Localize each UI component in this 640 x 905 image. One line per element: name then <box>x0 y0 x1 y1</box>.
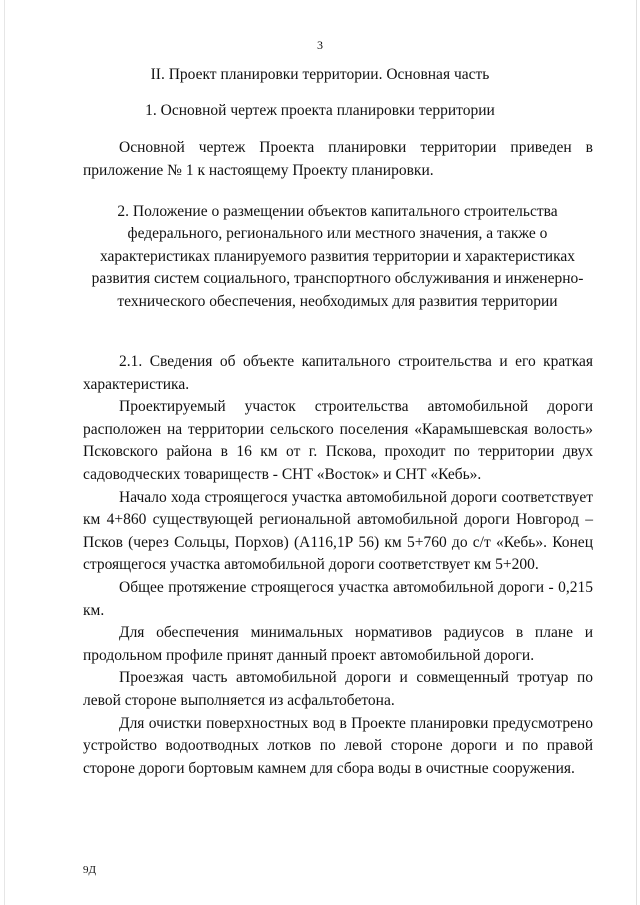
paragraph-radius: Для обеспечения минимальных нормативов радиусов в плане и продольном профиле принят данный проект автомобильной дороги. <box>83 624 593 664</box>
paragraph-drainage: Для очистки поверхностных вод в Проекте планировки предусмотрено устройство водоотводных лотков по левой стороне дороги и по правой стороне дороги бортовым камнем для сбора воды в очистные сооружения. <box>83 714 593 777</box>
section-title: II. Проект планировки территории. Основная часть <box>150 66 490 83</box>
paragraph-pavement: Проезжая часть автомобильной дороги и совмещенный тротуар по левой стороне выполняется из асфальтобетона. <box>83 669 593 709</box>
subsection-1-title: 1. Основной чертеж проекта планировки территории <box>145 102 495 119</box>
paragraph-start-end: Начало хода строящегося участка автомобильной дороги соответствует км 4+860 существующей региональной автомобильной дороги Новгород – Псков (через Сольцы, Порхов) (А116,1Р 56) км 5+760 до с/т «Кебь». Конец строящегося участка автомобильной дороги соответствует км 5+200. <box>83 488 593 574</box>
paragraph-location: Проектируемый участок строительства автомобильной дороги расположен на территории сельского поселения «Карамышевская волость» Псковского района в 16 км от г. Пскова, проходит по территории двух садоводческих товариществ - СНТ «Восток» и СНТ «Кебь». <box>83 398 593 483</box>
subsection-2-body <box>83 351 593 780</box>
subsection-1-body <box>83 137 593 182</box>
paragraph-2-1: 2.1. Сведения об объекте капитального строительства и его краткая характеристика. <box>83 353 593 393</box>
footer-code: 9Д <box>83 864 97 876</box>
page-number: 3 <box>317 38 323 52</box>
scan-edge-right <box>636 0 637 905</box>
subsection-2-title: 2. Положение о размещении объектов капитального строительства федерального, регионального или местного значения, а также о характеристиках планируемого развития территории и характеристиках развития систем социального, транспортного обслуживания и инженерно-технического обеспечения, необходимых для развития территории <box>91 203 584 310</box>
scan-edge-left <box>4 0 5 905</box>
paragraph-length: Общее протяжение строящегося участка автомобильной дороги - 0,215 км. <box>83 578 593 619</box>
subsection-1-paragraph: Основной чертеж Проекта планировки территории приведен в приложение № 1 к настоящему Проекту планировки. <box>83 139 593 179</box>
